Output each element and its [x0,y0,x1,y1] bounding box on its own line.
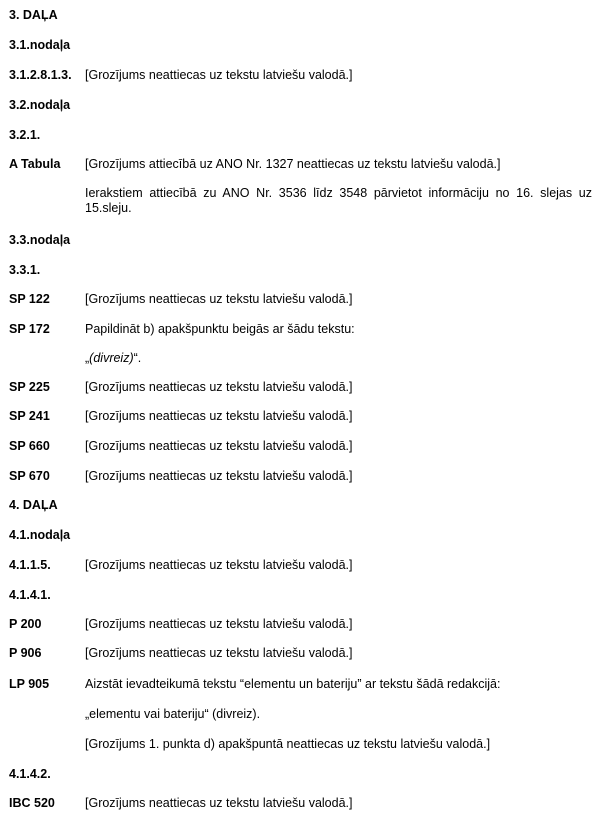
document-page: 3. DAĻA 3.1.nodaļa 3.1.2.8.1.3. [Grozījums neattiecas uz tekstu latviešu valodā.] 3.2.nodaļa 3.2.1. A Tabula [Grozījums attiecībā uz ANO Nr. 1327 neattiecas uz tekstu latviešu valodā.] Ierakstiem attiecībā zu ANO Nr. 3536 līdz 3548 pārvietot informāciju no 16. slejas uz 15.sleju. 3.3.nodaļa 3.3.1. SP 122 [Grozījums neattiecas uz tekstu latviešu valodā.] SP 172 Papildināt b) apakšpunktu beigās ar šādu tekstu: „(divreiz)“. SP 225 [Grozījums neattiecas uz tekstu latviešu valodā.] SP 241 [Grozījums neattiecas uz tekstu latviešu valodā.] SP 660 [Grozījums neattiecas uz tekstu latviešu valodā.] SP 670 [Grozījums neattiecas uz tekstu latviešu valodā.] 4. DAĻA 4.1.nodaļa 4.1.1.5. [Grozījums neattiecas uz tekstu latviešu valodā.] 4.1.4.1. P 200 [Grozījums neattiecas uz tekstu latviešu valodā.] P 906 [Grozījums neattiecas uz tekstu latviešu valodā.] LP 905 Aizstāt ievadteikumā tekstu “elementu un bateriju” ar tekstu šādā redakcijā: „elementu vai bateriju“ (divreiz). [Grozījums 1. punkta d) apakšpuntā neattiecas uz tekstu latviešu valodā.] 4.1.4.2. IBC 520 [Grozījums neattiecas uz tekstu latviešu valodā.] [9,8,592,810]
